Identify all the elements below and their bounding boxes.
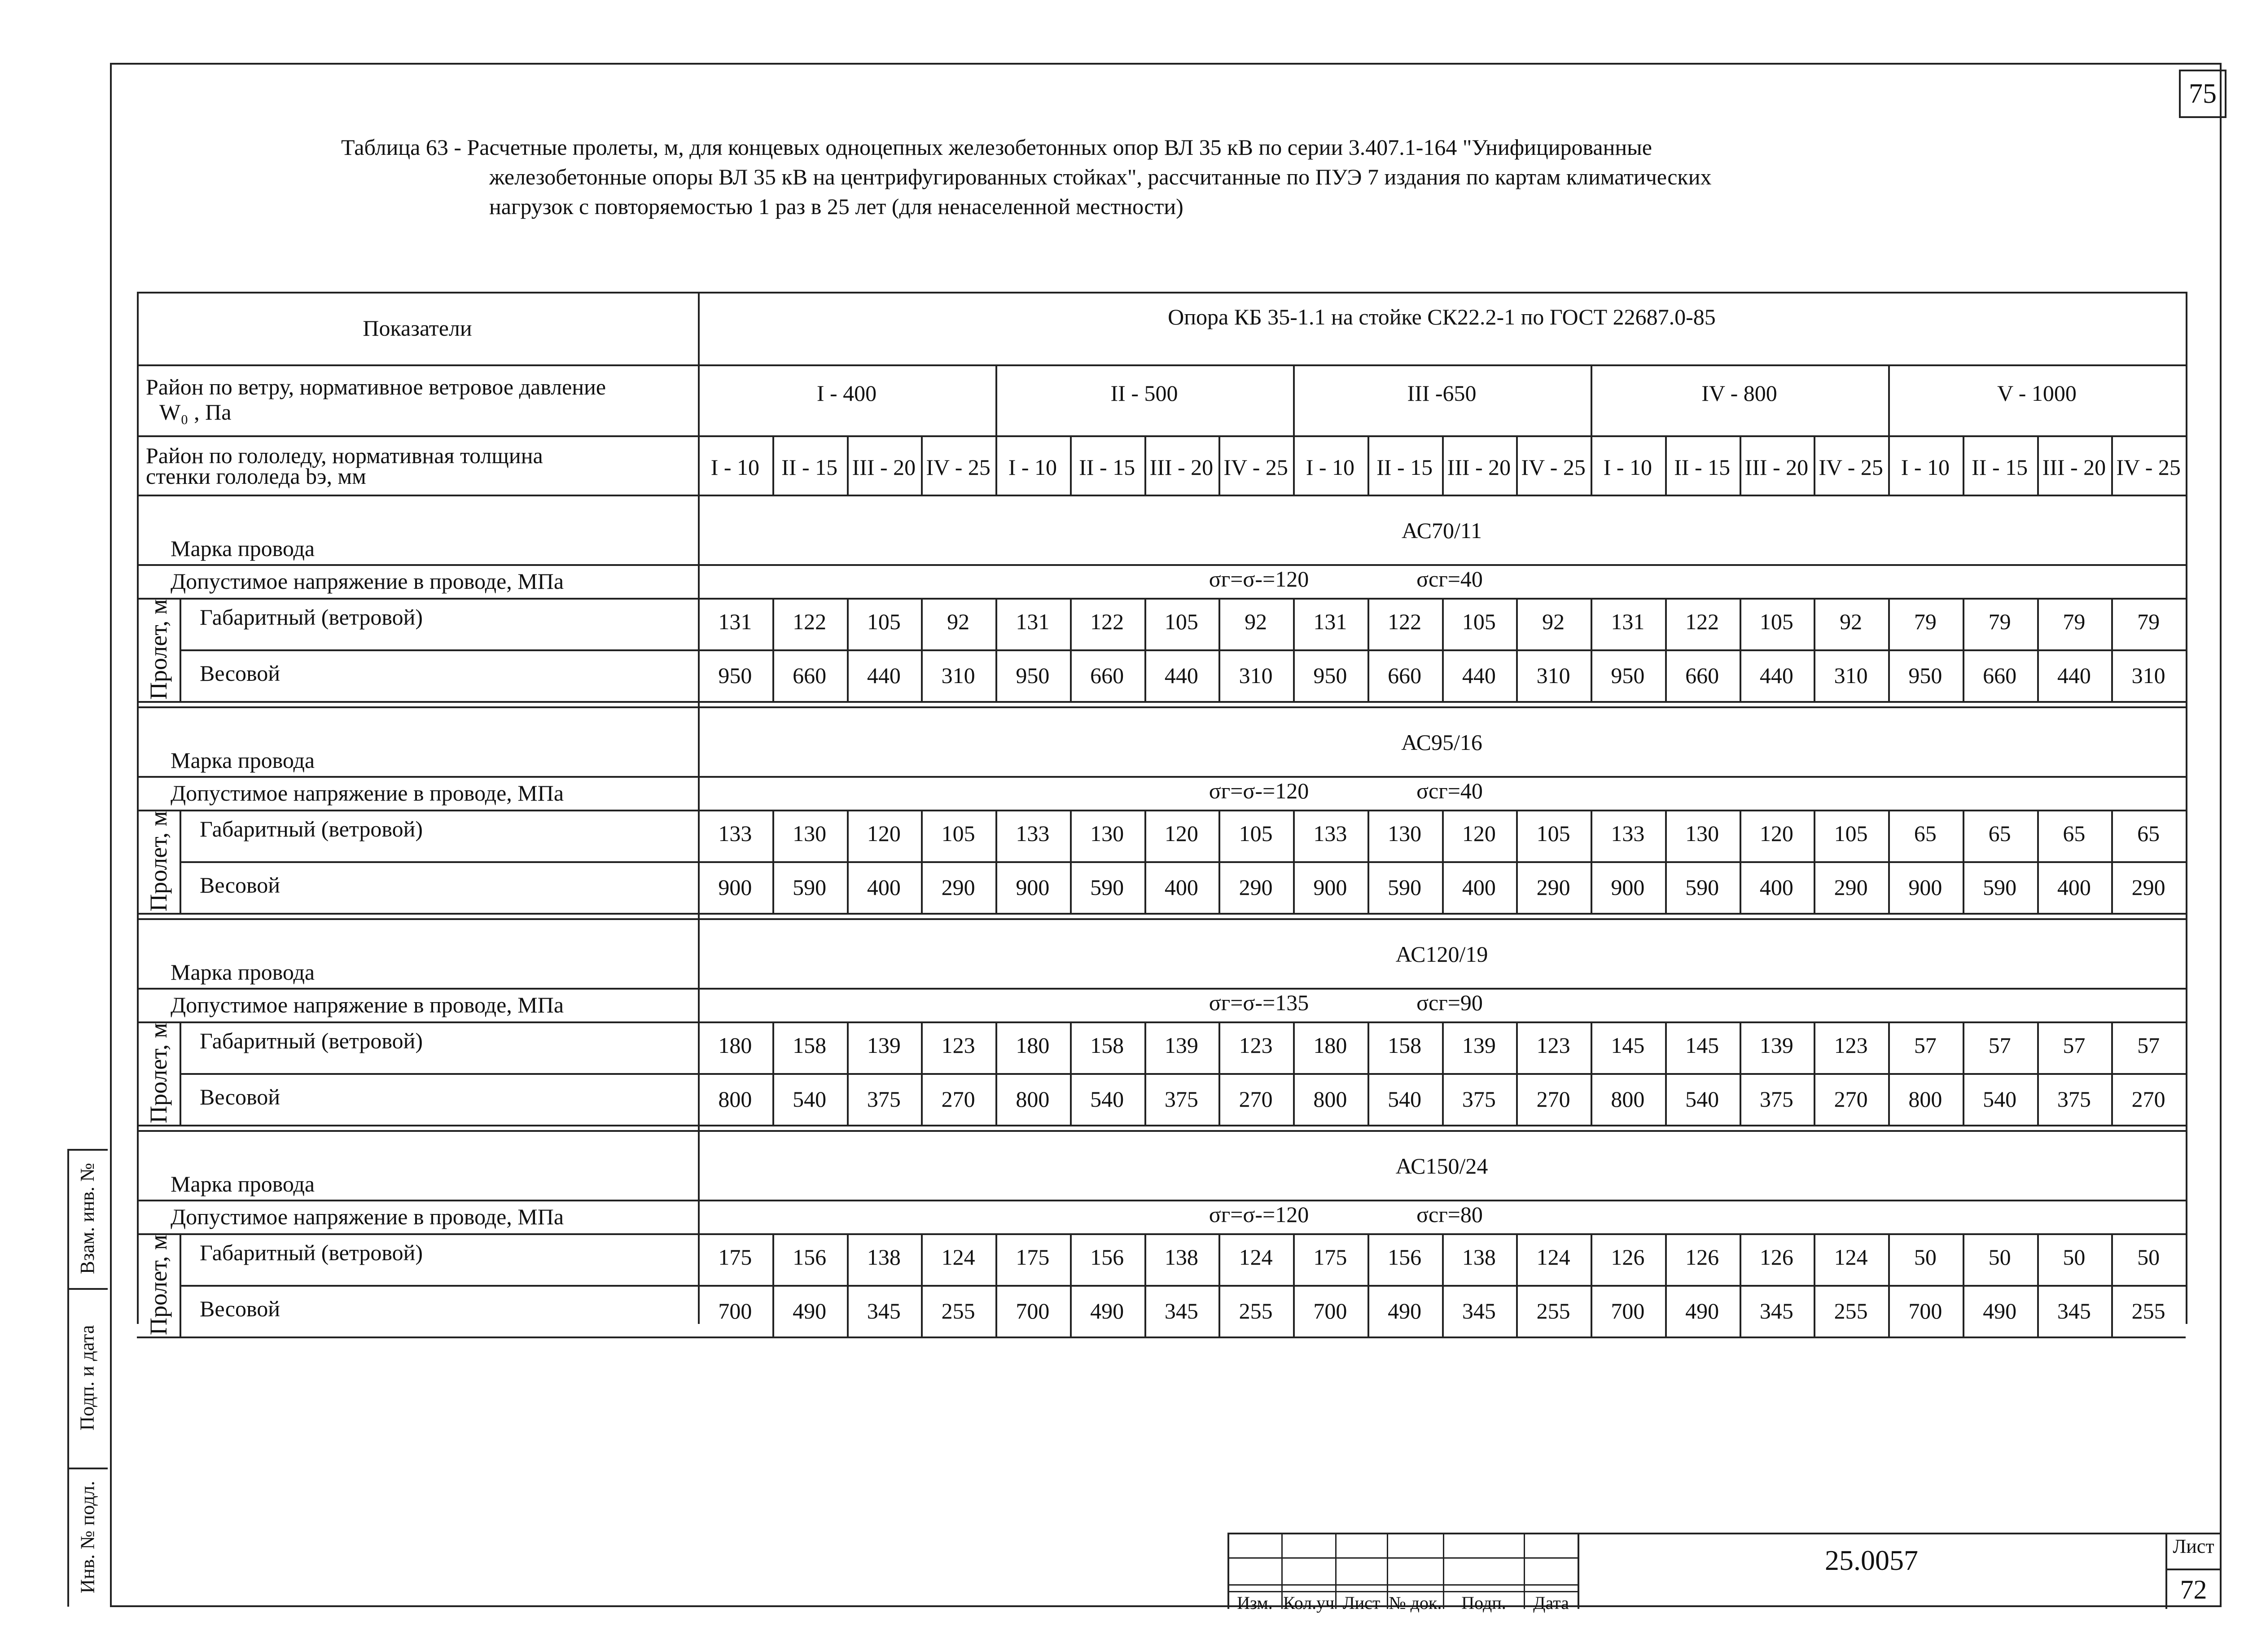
- weight-value: 490: [1685, 1298, 1719, 1323]
- gabarit-value: 50: [2137, 1244, 2160, 1270]
- wire-brand-label: Марка провода: [171, 536, 315, 561]
- gabarit-value: 158: [1090, 1032, 1124, 1058]
- ice-region-col-2: II - 15: [781, 455, 838, 480]
- gabarit-value: 158: [793, 1032, 827, 1058]
- gabarit-value: 123: [1239, 1032, 1273, 1058]
- weight-value: 590: [1388, 874, 1422, 900]
- weight-value: 440: [1759, 662, 1793, 688]
- weight-value: 900: [1611, 874, 1645, 900]
- weight-value: 700: [1611, 1298, 1645, 1323]
- weight-label: Весовой: [200, 660, 280, 686]
- table-rule: [137, 706, 2186, 708]
- gabarit-label: Габаритный (ветровой): [200, 1240, 423, 1265]
- weight-value: 800: [1313, 1086, 1347, 1112]
- gabarit-value: 105: [867, 609, 901, 634]
- weight-value: 490: [1983, 1298, 2017, 1323]
- gabarit-value: 57: [2063, 1032, 2086, 1058]
- weight-value: 310: [2131, 662, 2165, 688]
- ice-region-col-17: I - 10: [1901, 455, 1950, 480]
- weight-value: 540: [793, 1086, 827, 1112]
- weight-value: 310: [941, 662, 975, 688]
- weight-value: 310: [1536, 662, 1570, 688]
- side-item-sign-date: Подп. и дата: [76, 1325, 98, 1431]
- weight-value: 950: [1313, 662, 1347, 688]
- ice-region-col-16: IV - 25: [1819, 455, 1883, 480]
- table-title: [341, 132, 2047, 221]
- gabarit-value: 130: [793, 820, 827, 846]
- weight-value: 540: [1388, 1086, 1422, 1112]
- side-item-inventory: Инв. № подл.: [76, 1481, 99, 1594]
- weight-value: 590: [793, 874, 827, 900]
- gabarit-value: 92: [1245, 609, 1267, 634]
- gabarit-value: 79: [2137, 609, 2160, 634]
- ice-region-col-10: II - 15: [1376, 455, 1433, 480]
- ice-region-col-13: I - 10: [1603, 455, 1652, 480]
- weight-value: 255: [941, 1298, 975, 1323]
- weight-value: 400: [867, 874, 901, 900]
- gabarit-value: 139: [867, 1032, 901, 1058]
- stress-avg-2: σсг=90: [1416, 990, 1483, 1015]
- weight-value: 375: [2057, 1086, 2091, 1112]
- stamp-rule: [1227, 1584, 1578, 1586]
- wire-brand-2: АС120/19: [1395, 942, 1488, 967]
- gabarit-value: 57: [1988, 1032, 2011, 1058]
- stress-main-2: σг=σ-=135: [1209, 990, 1309, 1015]
- gabarit-value: 123: [1834, 1032, 1868, 1058]
- wire-brand-label: Марка провода: [171, 748, 315, 773]
- weight-value: 440: [2057, 662, 2091, 688]
- ice-region-col-4: IV - 25: [926, 455, 991, 480]
- table-rule: [137, 435, 2186, 437]
- gabarit-value: 105: [1536, 820, 1570, 846]
- weight-value: 270: [1239, 1086, 1273, 1112]
- weight-value: 800: [1016, 1086, 1050, 1112]
- gabarit-value: 124: [941, 1244, 975, 1270]
- stamp-col-5: Подп.: [1461, 1593, 1506, 1613]
- table-rule: [137, 1336, 2186, 1338]
- ice-region-col-18: II - 15: [1972, 455, 2028, 480]
- wind-label-line-1: Район по ветру, нормативное ветровое давление: [146, 374, 606, 399]
- gabarit-value: 126: [1611, 1244, 1645, 1270]
- weight-value: 490: [1090, 1298, 1124, 1323]
- gabarit-value: 105: [1462, 609, 1496, 634]
- gabarit-value: 50: [1914, 1244, 1937, 1270]
- ice-region-col-20: IV - 25: [2116, 455, 2181, 480]
- weight-value: 290: [1834, 874, 1868, 900]
- weight-value: 590: [1685, 874, 1719, 900]
- weight-value: 540: [1090, 1086, 1124, 1112]
- gabarit-value: 139: [1164, 1032, 1198, 1058]
- gabarit-value: 57: [1914, 1032, 1937, 1058]
- stamp-rule: [1335, 1533, 1337, 1609]
- gabarit-value: 138: [867, 1244, 901, 1270]
- weight-value: 950: [1611, 662, 1645, 688]
- gabarit-value: 130: [1090, 820, 1124, 846]
- weight-value: 800: [718, 1086, 752, 1112]
- allowed-stress-label: Допустимое напряжение в проводе, МПа: [171, 568, 564, 594]
- gabarit-value: 105: [941, 820, 975, 846]
- stamp-col-3: Лист: [1342, 1593, 1381, 1613]
- gabarit-value: 131: [1016, 609, 1050, 634]
- weight-value: 255: [2131, 1298, 2165, 1323]
- gabarit-value: 79: [1988, 609, 2011, 634]
- weight-value: 290: [2131, 874, 2165, 900]
- weight-value: 490: [1388, 1298, 1422, 1323]
- gabarit-value: 139: [1462, 1032, 1496, 1058]
- gabarit-value: 145: [1685, 1032, 1719, 1058]
- wind-region-2: II - 500: [1110, 381, 1178, 406]
- weight-value: 660: [1388, 662, 1422, 688]
- gabarit-value: 126: [1759, 1244, 1793, 1270]
- gabarit-value: 92: [947, 609, 970, 634]
- gabarit-value: 105: [1834, 820, 1868, 846]
- ice-label-line-1: Район по гололеду, нормативная толщина: [146, 443, 543, 468]
- weight-value: 375: [1164, 1086, 1198, 1112]
- weight-value: 900: [1016, 874, 1050, 900]
- weight-value: 900: [1908, 874, 1942, 900]
- stamp-rule: [1443, 1533, 1444, 1609]
- gabarit-value: 138: [1462, 1244, 1496, 1270]
- weight-label: Весовой: [200, 1296, 280, 1321]
- stress-avg-0: σсг=40: [1416, 566, 1483, 592]
- stamp-rule: [1227, 1557, 1578, 1559]
- gabarit-value: 120: [1462, 820, 1496, 846]
- gabarit-value: 92: [1840, 609, 1863, 634]
- ice-region-col-7: III - 20: [1149, 455, 1214, 480]
- gabarit-value: 105: [1164, 609, 1198, 634]
- weight-value: 270: [941, 1086, 975, 1112]
- gabarit-value: 133: [1313, 820, 1347, 846]
- span-label: Пролет, м: [145, 1235, 172, 1335]
- wind-region-label: [146, 372, 693, 426]
- ice-region-col-3: III - 20: [852, 455, 916, 480]
- wire-brand-label: Марка провода: [171, 1171, 315, 1196]
- weight-value: 540: [1983, 1086, 2017, 1112]
- weight-value: 800: [1611, 1086, 1645, 1112]
- weight-label: Весовой: [200, 872, 280, 898]
- wire-brand-0: АС70/11: [1401, 518, 1482, 543]
- gabarit-value: 105: [1239, 820, 1273, 846]
- title-line-1: Таблица 63 - Расчетные пролеты, м, для концевых одноцепных железобетонных опор ВЛ 35 кВ по серии 3.407.1-164 "Унифицированные: [341, 135, 1652, 160]
- gabarit-value: 123: [1536, 1032, 1570, 1058]
- wind-region-3: III -650: [1407, 381, 1477, 406]
- wind-region-4: IV - 800: [1701, 381, 1777, 406]
- weight-value: 700: [1908, 1298, 1942, 1323]
- weight-value: 345: [2057, 1298, 2091, 1323]
- table-rule: [137, 1130, 2186, 1132]
- gabarit-value: 65: [2063, 820, 2086, 846]
- gabarit-value: 124: [1239, 1244, 1273, 1270]
- stamp-col-1: Изм.: [1237, 1593, 1273, 1613]
- table-rule: [2186, 292, 2187, 1324]
- title-line-3: нагрузок с повторяемостью 1 раз в 25 лет (для ненаселенной местности): [489, 194, 1183, 219]
- gabarit-value: 65: [1988, 820, 2011, 846]
- weight-value: 375: [867, 1086, 901, 1112]
- stress-main-1: σг=σ-=120: [1209, 778, 1309, 803]
- gabarit-value: 175: [1313, 1244, 1347, 1270]
- gabarit-value: 156: [1388, 1244, 1422, 1270]
- gabarit-value: 79: [2063, 609, 2086, 634]
- gabarit-value: 50: [1988, 1244, 2011, 1270]
- sheet-label: Лист: [2173, 1535, 2214, 1557]
- wind-label-line-2: W₀ , Па: [159, 399, 232, 425]
- gabarit-value: 145: [1611, 1032, 1645, 1058]
- gabarit-value: 133: [1016, 820, 1050, 846]
- weight-value: 290: [941, 874, 975, 900]
- side-item-replace: Взам. инв. №: [76, 1163, 99, 1274]
- ice-region-col-8: IV - 25: [1223, 455, 1288, 480]
- gabarit-value: 124: [1834, 1244, 1868, 1270]
- weight-value: 440: [1462, 662, 1496, 688]
- gabarit-value: 105: [1759, 609, 1793, 634]
- stress-main-3: σг=σ-=120: [1209, 1201, 1309, 1227]
- gabarit-label: Габаритный (ветровой): [200, 604, 423, 630]
- ice-region-col-12: IV - 25: [1521, 455, 1586, 480]
- gabarit-value: 131: [1611, 609, 1645, 634]
- weight-value: 440: [1164, 662, 1198, 688]
- gabarit-value: 156: [1090, 1244, 1124, 1270]
- stress-main-0: σг=σ-=120: [1209, 566, 1309, 592]
- gabarit-value: 180: [718, 1032, 752, 1058]
- gabarit-value: 79: [1914, 609, 1937, 634]
- table-rule: [137, 701, 2186, 703]
- gabarit-value: 123: [941, 1032, 975, 1058]
- gabarit-value: 50: [2063, 1244, 2086, 1270]
- weight-value: 700: [1313, 1298, 1347, 1323]
- stamp-col-6: Дата: [1533, 1593, 1569, 1613]
- ice-region-col-1: I - 10: [710, 455, 760, 480]
- wire-brand-label: Марка провода: [171, 960, 315, 985]
- weight-value: 440: [867, 662, 901, 688]
- gabarit-value: 158: [1388, 1032, 1422, 1058]
- gabarit-value: 65: [2137, 820, 2160, 846]
- stamp-col-4: № док.: [1389, 1593, 1442, 1613]
- weight-value: 270: [2131, 1086, 2165, 1112]
- span-label: Пролет, м: [145, 599, 172, 700]
- gabarit-value: 138: [1164, 1244, 1198, 1270]
- allowed-stress-label: Допустимое напряжение в проводе, МПа: [171, 1204, 564, 1229]
- weight-value: 400: [1759, 874, 1793, 900]
- weight-value: 950: [1016, 662, 1050, 688]
- weight-value: 400: [1462, 874, 1496, 900]
- weight-label: Весовой: [200, 1084, 280, 1109]
- stamp-rule: [1281, 1533, 1283, 1609]
- weight-value: 255: [1536, 1298, 1570, 1323]
- wire-brand-3: АС150/24: [1395, 1153, 1488, 1179]
- weight-value: 660: [1685, 662, 1719, 688]
- gabarit-value: 120: [1164, 820, 1198, 846]
- weight-value: 345: [1462, 1298, 1496, 1323]
- table-rule: [180, 1233, 181, 1336]
- gabarit-value: 122: [1388, 609, 1422, 634]
- wind-region-1: I - 400: [816, 381, 877, 406]
- weight-value: 400: [1164, 874, 1198, 900]
- weight-value: 700: [1016, 1298, 1050, 1323]
- weight-value: 375: [1462, 1086, 1496, 1112]
- weight-value: 590: [1090, 874, 1124, 900]
- allowed-stress-label: Допустимое напряжение в проводе, МПа: [171, 992, 564, 1017]
- wind-region-5: V - 1000: [1997, 381, 2077, 406]
- weight-value: 660: [1983, 662, 2017, 688]
- weight-value: 345: [1164, 1298, 1198, 1323]
- weight-value: 660: [793, 662, 827, 688]
- span-label: Пролет, м: [145, 1023, 172, 1123]
- stamp-rule: [1387, 1533, 1388, 1609]
- ice-region-label: [146, 439, 693, 493]
- stress-avg-3: σсг=80: [1416, 1201, 1483, 1227]
- gabarit-value: 131: [718, 609, 752, 634]
- ice-region-col-15: III - 20: [1744, 455, 1809, 480]
- ice-region-col-19: III - 20: [2042, 455, 2106, 480]
- header-support: Опора КБ 35-1.1 на стойке СК22.2-1 по ГОСТ 22687.0-85: [1168, 304, 1716, 329]
- sheet-number: 72: [2180, 1575, 2207, 1604]
- ice-region-col-9: I - 10: [1306, 455, 1355, 480]
- gabarit-value: 124: [1536, 1244, 1570, 1270]
- stamp-rule: [1227, 1533, 2222, 1534]
- gabarit-value: 65: [1914, 820, 1937, 846]
- side-stamp: [40, 1149, 108, 1607]
- gabarit-value: 120: [867, 820, 901, 846]
- weight-value: 270: [1834, 1086, 1868, 1112]
- gabarit-value: 175: [1016, 1244, 1050, 1270]
- weight-value: 400: [2057, 874, 2091, 900]
- ice-region-col-14: II - 15: [1674, 455, 1731, 480]
- table-rule: [137, 913, 2186, 915]
- gabarit-value: 92: [1542, 609, 1565, 634]
- gabarit-value: 156: [793, 1244, 827, 1270]
- document-code: 25.0057: [1825, 1544, 1918, 1576]
- gabarit-label: Габаритный (ветровой): [200, 1028, 423, 1053]
- gabarit-value: 175: [718, 1244, 752, 1270]
- gabarit-value: 133: [1611, 820, 1645, 846]
- gabarit-value: 130: [1388, 820, 1422, 846]
- table-rule: [180, 1021, 181, 1125]
- table-rule: [137, 918, 2186, 920]
- title-line-2: железобетонные опоры ВЛ 35 кВ на центрифугированных стойках", рассчитанные по ПУЭ 7 издания по картам климатических: [489, 164, 1712, 189]
- gabarit-value: 133: [718, 820, 752, 846]
- weight-value: 255: [1239, 1298, 1273, 1323]
- stamp-col-2: Кол.уч: [1283, 1593, 1334, 1613]
- gabarit-value: 122: [1090, 609, 1124, 634]
- weight-value: 270: [1536, 1086, 1570, 1112]
- span-label: Пролет, м: [145, 811, 172, 911]
- weight-value: 290: [1239, 874, 1273, 900]
- gabarit-value: 122: [793, 609, 827, 634]
- weight-value: 345: [867, 1298, 901, 1323]
- wire-brand-1: АС95/16: [1401, 730, 1482, 755]
- header-indicators: Показатели: [363, 316, 472, 341]
- table-rule: [180, 810, 181, 913]
- gabarit-value: 126: [1685, 1244, 1719, 1270]
- table-rule: [137, 292, 139, 1324]
- weight-value: 345: [1759, 1298, 1793, 1323]
- weight-value: 800: [1908, 1086, 1942, 1112]
- gabarit-value: 139: [1759, 1032, 1793, 1058]
- stamp-rule: [1524, 1533, 1525, 1609]
- weight-value: 375: [1759, 1086, 1793, 1112]
- ice-region-col-6: II - 15: [1079, 455, 1135, 480]
- gabarit-label: Габаритный (ветровой): [200, 816, 423, 841]
- weight-value: 660: [1090, 662, 1124, 688]
- weight-value: 490: [793, 1298, 827, 1323]
- gabarit-value: 120: [1759, 820, 1793, 846]
- weight-value: 950: [718, 662, 752, 688]
- stamp-rule: [2165, 1569, 2222, 1570]
- gabarit-value: 180: [1016, 1032, 1050, 1058]
- ice-label-line-2: стенки гололеда bэ, мм: [146, 464, 366, 489]
- page-number-top: 75: [2179, 70, 2226, 118]
- ice-region-col-5: I - 10: [1008, 455, 1057, 480]
- gabarit-value: 122: [1685, 609, 1719, 634]
- weight-value: 290: [1536, 874, 1570, 900]
- stress-avg-1: σсг=40: [1416, 778, 1483, 803]
- ice-region-col-11: III - 20: [1447, 455, 1511, 480]
- table-rule: [137, 495, 2186, 496]
- weight-value: 900: [718, 874, 752, 900]
- gabarit-value: 130: [1685, 820, 1719, 846]
- weight-value: 950: [1908, 662, 1942, 688]
- weight-value: 255: [1834, 1298, 1868, 1323]
- allowed-stress-label: Допустимое напряжение в проводе, МПа: [171, 780, 564, 806]
- table-rule: [137, 1125, 2186, 1126]
- weight-value: 310: [1834, 662, 1868, 688]
- weight-value: 310: [1239, 662, 1273, 688]
- gabarit-value: 57: [2137, 1032, 2160, 1058]
- weight-value: 900: [1313, 874, 1347, 900]
- weight-value: 590: [1983, 874, 2017, 900]
- gabarit-value: 131: [1313, 609, 1347, 634]
- weight-value: 540: [1685, 1086, 1719, 1112]
- table-rule: [180, 598, 181, 701]
- weight-value: 700: [718, 1298, 752, 1323]
- gabarit-value: 180: [1313, 1032, 1347, 1058]
